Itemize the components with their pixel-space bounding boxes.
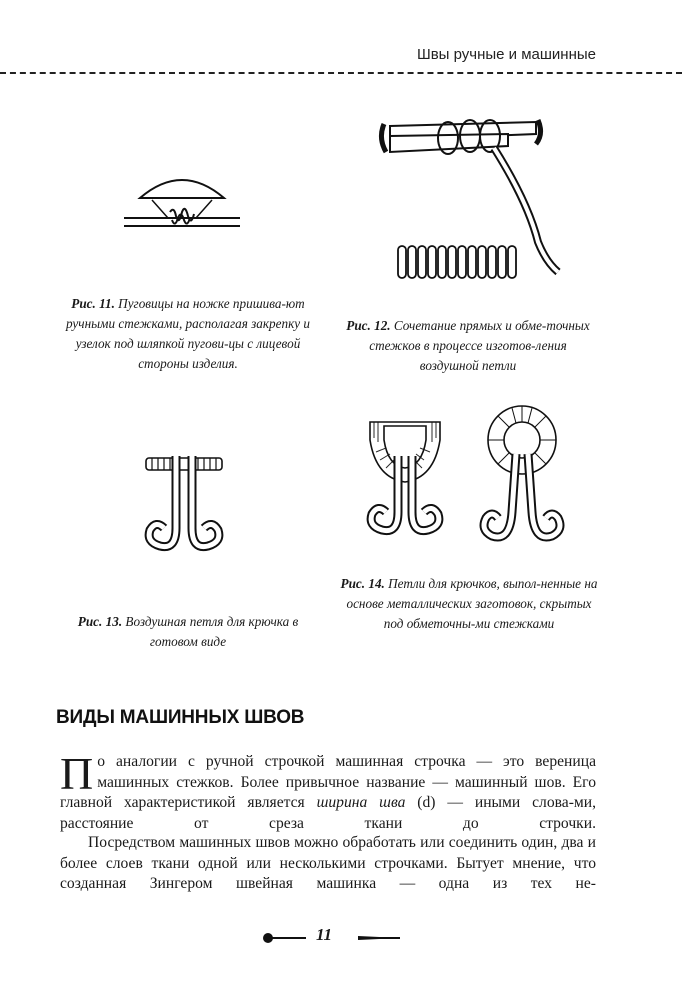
figure-12-text: Сочетание прямых и обме-точных стежков в процессе изготов-ления воздушной петли <box>369 318 590 373</box>
page-number: 11 <box>316 925 333 944</box>
paragraph-1-part-b: (d) — иными слова-ми, расстояние от среза ткани до строчки. <box>60 794 596 832</box>
figure-13-text: Воздушная петля для крючка в готовом виде <box>125 614 299 649</box>
drop-cap: П <box>60 748 94 799</box>
paragraph-1 <box>60 748 596 834</box>
figure-11-label: Рис. 11. <box>71 296 115 311</box>
figure-13-finished-loop-illustration <box>140 450 230 560</box>
term-seam-width: ширина шва <box>316 794 406 811</box>
figure-14-metal-loops-illustration <box>362 400 582 560</box>
figure-14-caption <box>340 574 598 634</box>
running-header: Швы ручные и машинные <box>416 46 596 63</box>
header-divider <box>0 72 682 74</box>
figure-12-label: Рис. 12. <box>346 318 391 333</box>
section-heading: ВИДЫ МАШИННЫХ ШВОВ <box>56 707 305 728</box>
figure-12-caption <box>342 316 594 376</box>
figure-11-caption <box>58 294 318 374</box>
figure-14-label: Рис. 14. <box>340 576 385 591</box>
figure-11-text: Пуговицы на ножке пришива-ют ручными стежками, располагая закрепку и узелок под шляпкой пугови-цы с лицевой стороны изделия. <box>66 296 310 371</box>
paragraph-1-part-a: о аналогии с ручной строчкой машинная строчка — это вереница машинных стежков. Более привычное название — машинный шов. Его главной характеристикой является <box>60 753 596 811</box>
figure-12-loop-process-illustration <box>378 112 573 292</box>
figure-13-label: Рис. 13. <box>77 614 123 629</box>
figure-14-text: Петли для крючков, выпол-ненные на основе металлических заготовок, скрытых под обметочны-ми стежками <box>346 576 598 631</box>
figure-13-caption <box>58 612 318 652</box>
figure-11-button-illustration <box>122 168 242 238</box>
paragraph-2: Посредством машинных швов можно обработать или соединить один, два и более слоев ткани одной или несколькими строчками. Бытует мнение, что созданная Зингером швейная машинка — одна из тех не- <box>60 834 596 892</box>
